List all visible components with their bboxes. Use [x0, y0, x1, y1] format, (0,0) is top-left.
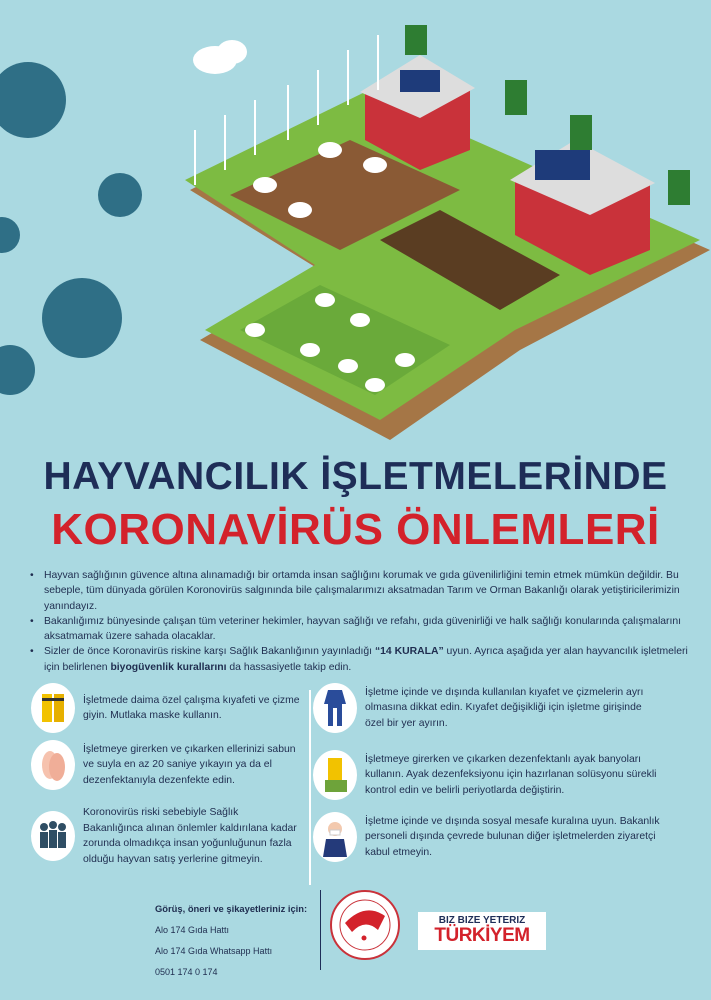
handwash-icon [31, 740, 75, 790]
contact-line: Alo 174 Gıda Hattı [155, 925, 230, 935]
intro-bullets [30, 568, 690, 675]
title-line-1: HAYVANCILIK İŞLETMELERİNDE [43, 455, 668, 498]
rule-text: İşletmeye girerken ve çıkarken dezenfektanlı ayak banyoları kullanın. Ayak dezenfeksiyonu için hazırlanan solüsyonu sürekli kontrol edin ve belirli periyotlarda değiştirin. [365, 753, 657, 796]
bullet-text: da hassasiyetle takip edin. [226, 661, 352, 673]
bullet-emphasis: biyogüvenlik kurallarını [110, 661, 227, 673]
crowd-icon [31, 811, 75, 861]
rule-item [313, 750, 663, 800]
rule-text: İşletme içinde ve dışında kullanılan kıyafet ve çizmelerin ayrı olmasına dikkat edin. Kıyafet değişikliği için işletme girişinde özel bir yer ayırın. [365, 686, 644, 729]
bullet-emphasis: “14 KURALA” [374, 646, 444, 658]
rule-text: İşletme içinde ve dışında sosyal mesafe kuralına uyun. Bakanlık personeli dışında çevrede bulunan diğer işletmelerden ziyaretçi kabul etmeyin. [365, 815, 660, 858]
turkiyem-logo [418, 912, 546, 950]
rule-text: Koronovirüs riski sebebiyle Sağlık Bakanlığınca alınan önlemler kaldırılana kadar zorunda olmadıkça insan yoğunluğunun fazla olduğu hayvan satış yerlerine gitmeyin. [83, 807, 297, 865]
bullet-item [30, 644, 690, 675]
footer-divider [320, 890, 321, 970]
virus-icon [0, 62, 142, 395]
bullet-item: • Bakanlığımız bünyesinde çalışan tüm veteriner hekimler, hayvan sağlığı ve refahı, gıda güvenirliği ve halk sağlığı konularında çalışmalarını aksatmamak üzere sahada olacaklar. [30, 614, 690, 645]
contact-info [155, 898, 307, 983]
rule-item [31, 740, 301, 790]
title-line-2: KORONAVİRÜS ÖNLEMLERİ [51, 505, 660, 554]
masked-woman-icon [313, 812, 357, 862]
boots-icon [31, 683, 75, 733]
rule-item [31, 805, 301, 867]
bullet-item: • Hayvan sağlığının güvence altına alınamadığı bir ortamda insan sağlığını korumak ve gıda güvenilirliğini temin etmek mümkün değildir. Bu sebeple, tüm dünyada görülen Koronovirüs salgınında bile çalışmalarımızı aksatmadan Tarım ve Orman Bakanlığı olarak yetiştiricilerimizin yanındayız. [30, 568, 690, 614]
rule-item [313, 812, 663, 862]
contact-heading: Görüş, öneri ve şikayetleriniz için: [155, 903, 308, 914]
contact-line: 0501 174 0 174 [155, 967, 218, 977]
rule-item [31, 683, 301, 733]
farm-illustration [0, 0, 711, 445]
overall-icon [313, 683, 357, 733]
contact-line: Alo 174 Gıda Whatsapp Hattı [155, 946, 273, 956]
brand-slogan: BIZ BIZE YETERIZ [438, 915, 526, 926]
bullet-text: Sizler de önce Koronavirüs riskine karşı Sağlık Bakanlığının yayınladığı [44, 646, 375, 658]
column-divider [309, 690, 311, 885]
rule-item [313, 683, 663, 733]
ministry-seal-logo [328, 888, 402, 962]
brand-name: TÜRKİYEM [434, 925, 530, 946]
rule-text: İşletmeye girerken ve çıkarken ellerinizi sabun ve suyla en az 20 saniye yıkayın ya da el dezenfektanıyla dezenfekte edin. [83, 743, 296, 786]
foot-bath-icon [313, 750, 357, 800]
rule-text: İşletmede daima özel çalışma kıyafeti ve çizme giyin. Mutlaka maske kullanın. [83, 694, 300, 721]
bullet-text: uyun. Ayrıca aşağıda yer alan hayvancılık işletmeleri için belirlenen [44, 646, 688, 673]
